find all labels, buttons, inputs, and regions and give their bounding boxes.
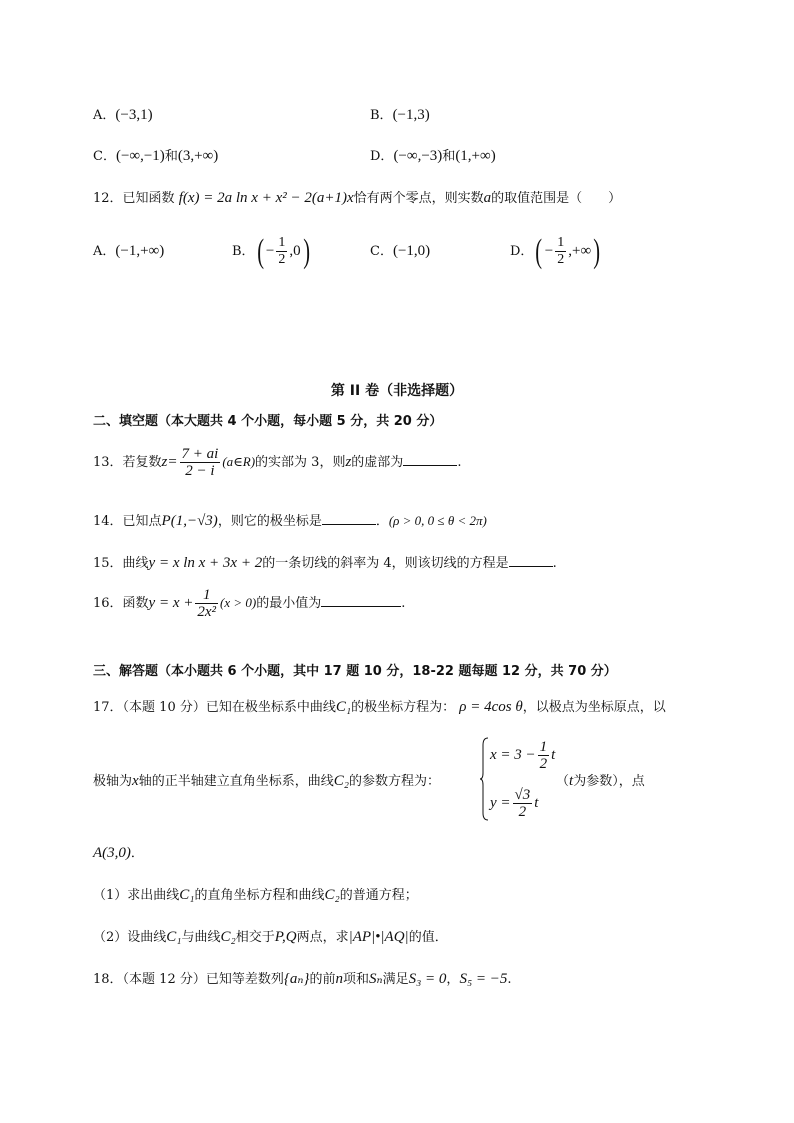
variable: a	[483, 190, 492, 206]
minus-sign: −	[544, 243, 554, 259]
right-paren: )	[593, 232, 601, 270]
numerator: 1	[278, 235, 286, 250]
option-label: B．	[370, 108, 393, 123]
q12-option-a	[93, 242, 164, 261]
denominator: 2	[557, 252, 565, 267]
param-t: t	[534, 795, 539, 811]
fraction	[180, 446, 221, 479]
curve-c2: C₂	[220, 929, 236, 945]
period: .	[507, 972, 512, 987]
option-label: D．	[510, 244, 534, 259]
denominator: 2	[518, 804, 527, 820]
stem-text: （1）求出曲线	[93, 888, 180, 903]
q13	[93, 444, 461, 481]
param-t: t	[551, 747, 556, 763]
q11-option-a	[93, 106, 153, 125]
q17-sub2	[93, 928, 448, 947]
option-label: A．	[93, 244, 116, 259]
condition-s5: S₅ = −5	[459, 971, 508, 987]
period: ．	[130, 846, 144, 861]
option-tail: ,+∞	[568, 243, 592, 259]
fraction	[513, 787, 533, 820]
numerator: 7 + ai	[181, 446, 219, 462]
left-paren: (	[256, 232, 264, 270]
option-label: A．	[93, 108, 116, 123]
q11-option-c	[93, 147, 218, 166]
q17-line1	[93, 698, 666, 717]
question-number: 16．函数	[93, 596, 149, 611]
period: .	[552, 556, 557, 571]
denominator: 2 − i	[185, 463, 215, 479]
polar-equation: ρ = 4cos θ	[459, 699, 523, 715]
stem-text: 的极坐标方程为：	[351, 700, 456, 715]
part2-title: 第 II 卷（非选择题）	[330, 383, 464, 399]
option-label: C．	[370, 244, 393, 259]
question-number: 12．已知函数	[93, 191, 175, 206]
q16	[93, 585, 405, 622]
left-brace	[480, 737, 489, 821]
stem-text: 的参数方程为：	[348, 774, 440, 789]
stem-text: 的普通方程；	[339, 888, 418, 903]
q18	[93, 970, 512, 989]
stem-text: 的值．	[408, 930, 448, 945]
stem-text: 18．（本题 12 分）已知等差数列	[93, 972, 284, 987]
period: ．	[375, 514, 389, 529]
question-number: 13．若复数	[93, 455, 162, 470]
stem-text: 相交于	[235, 930, 275, 945]
stem-text: ，以极点为坐标原点，以	[522, 700, 666, 715]
option-value: (−1,3)	[392, 107, 430, 123]
answer-blank[interactable]	[321, 593, 401, 607]
option-value: (−1,+∞)	[115, 243, 165, 259]
condition: (ρ > 0, 0 ≤ θ < 2π)	[388, 513, 487, 528]
condition: (a∈R)	[222, 454, 256, 469]
q17-sub1	[93, 886, 418, 905]
comma: ，	[446, 972, 460, 987]
stem-text: 的虚部为	[351, 455, 404, 470]
minus-sign: −	[265, 243, 275, 259]
question-number: 14．已知点	[93, 514, 162, 529]
fraction	[195, 587, 218, 620]
variable-n: n	[335, 971, 343, 987]
q12-option-b	[232, 232, 312, 271]
stem-text: 项和	[342, 972, 369, 987]
stem-text: 恰有两个零点，则实数	[353, 191, 484, 206]
right-paren: )	[302, 232, 310, 270]
option-label: B．	[232, 244, 255, 259]
curve-c1: C₁	[335, 699, 352, 715]
point-a: A(3,0)	[93, 845, 131, 861]
denominator: 2	[539, 756, 548, 772]
fraction	[555, 235, 566, 268]
q14	[93, 511, 487, 531]
param-t: t	[569, 773, 574, 789]
q11-option-b	[370, 106, 430, 125]
option-value: (3,+∞)	[177, 148, 219, 164]
variable-z: z=	[161, 454, 178, 470]
option-tail: ,0	[289, 243, 301, 259]
numerator: 1	[539, 739, 548, 755]
stem-text: 的最小值为	[256, 596, 322, 611]
stem-text: 与曲线	[181, 930, 221, 945]
stem-text: 两点，求	[296, 930, 349, 945]
q12-stem	[93, 189, 621, 208]
denominator: 2x²	[197, 604, 217, 620]
stem-text: 的前	[309, 972, 336, 987]
option-value: (−∞,−3)	[393, 148, 443, 164]
param-y-expr: y =	[490, 795, 511, 811]
numerator: 1	[557, 235, 565, 250]
curve-equation: y = x ln x + 3x + 2	[148, 555, 263, 571]
option-label: C．	[93, 149, 116, 164]
q15	[93, 553, 557, 573]
stem-text: 的直角坐标方程和曲线	[194, 888, 325, 903]
stem-text: 轴的正半轴建立直角坐标系，曲线	[138, 774, 334, 789]
answer-blank[interactable]	[322, 511, 376, 525]
question-number: 15．曲线	[93, 556, 149, 571]
fraction	[276, 235, 287, 268]
section3-heading: 三、解答题（本小题共 6 个小题，其中 17 题 10 分，18-22 题每题 12 分，共 70 分）	[93, 664, 617, 679]
stem-text: 17．（本题 10 分）已知在极坐标系中曲线	[93, 700, 336, 715]
point-p: P(1,−√3)	[161, 513, 218, 529]
answer-blank[interactable]	[509, 553, 553, 567]
numerator: √3	[514, 787, 531, 803]
q17-point-a	[93, 844, 144, 863]
variable-z: z	[345, 454, 352, 470]
condition: (x > 0)	[220, 595, 257, 610]
q17-line2	[93, 772, 440, 791]
variable-x: x	[132, 773, 139, 789]
param-y	[490, 785, 538, 822]
period: .	[457, 455, 462, 470]
denominator: 2	[278, 252, 286, 267]
fraction	[538, 739, 550, 772]
numerator: 1	[195, 587, 218, 604]
points-pq: P,Q	[274, 929, 297, 945]
condition-s3: S₃ = 0	[408, 971, 447, 987]
product-expression: |AP|•|AQ|	[348, 929, 409, 945]
left-paren: (	[535, 232, 543, 270]
sequence: {aₙ}	[283, 971, 310, 987]
param-x	[490, 737, 555, 774]
stem-text: ，则它的极坐标是	[217, 514, 322, 529]
stem-text: 的实部为 3，则	[255, 455, 346, 470]
curve-c2: C₂	[333, 773, 349, 789]
param-note	[556, 772, 645, 791]
stem-text: 满足	[382, 972, 409, 987]
paren: （	[556, 774, 570, 789]
q12-option-d	[510, 232, 602, 271]
section2-heading: 二、填空题（本大题共 4 个小题，每小题 5 分，共 20 分）	[93, 414, 443, 429]
and-text: 和	[164, 149, 178, 164]
stem-text: 为参数），点	[573, 774, 645, 789]
curve-c1: C₁	[166, 929, 182, 945]
stem-text: 极轴为	[93, 774, 133, 789]
function-expression: y = x +	[148, 595, 194, 611]
q11-option-d	[370, 147, 496, 166]
option-value: (−∞,−1)	[115, 148, 165, 164]
option-label: D．	[370, 149, 394, 164]
and-text: 和	[442, 149, 456, 164]
answer-blank[interactable]	[403, 452, 457, 466]
stem-text: 的取值范围是（ ）	[491, 191, 622, 206]
option-value: (1,+∞)	[455, 148, 496, 164]
curve-c1: C₁	[179, 887, 195, 903]
q12-option-c	[370, 242, 430, 261]
sum-sn: Sₙ	[368, 971, 383, 987]
option-value: (−1,0)	[392, 243, 431, 259]
stem-text: 的一条切线的斜率为 4，则该切线的方程是	[262, 556, 509, 571]
function-expression: f(x) = 2a ln x + x² − 2(a+1)x	[178, 190, 354, 206]
option-value: (−3,1)	[115, 107, 153, 123]
curve-c2: C₂	[324, 887, 340, 903]
param-x-expr: x = 3 −	[490, 747, 536, 763]
stem-text: （2）设曲线	[93, 930, 167, 945]
period: .	[401, 596, 406, 611]
